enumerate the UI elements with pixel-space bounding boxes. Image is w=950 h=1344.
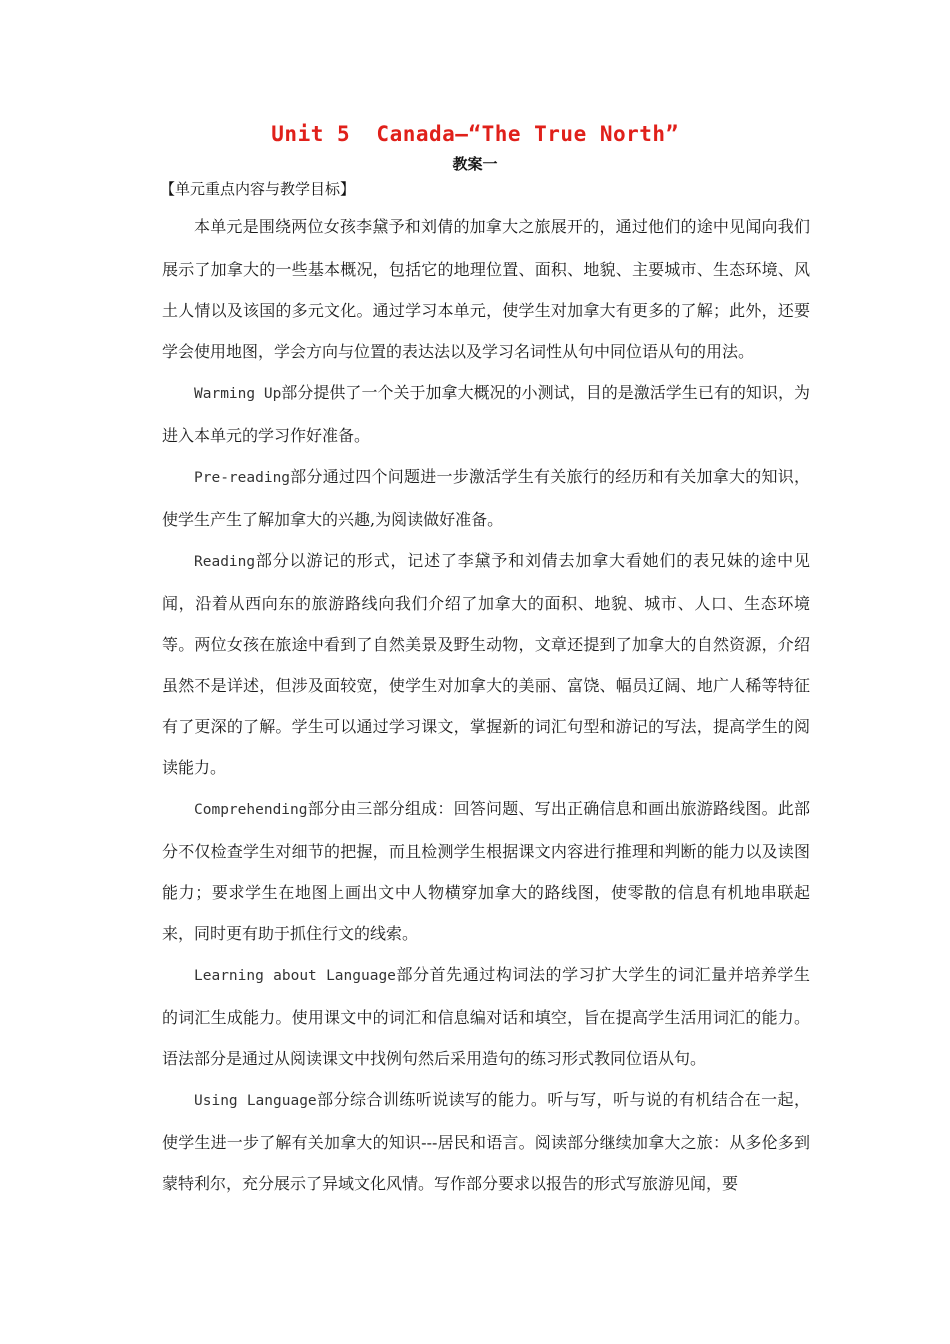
paragraph-lead: Using Language xyxy=(194,1093,317,1109)
section-heading: 【单元重点内容与教学目标】 xyxy=(160,180,356,198)
document-subtitle: 教案一 xyxy=(452,155,498,173)
paragraph-lead: Reading xyxy=(194,554,256,570)
paragraph-text: 部分提供了一个关于加拿大概况的小测试，目的是激活学生已有的知识，为进入本单元的学习作好准备。 xyxy=(162,383,810,445)
paragraph-text: 部分通过四个问题进一步激活学生有关旅行的经历和有关加拿大的知识，使学生产生了解加拿大的兴趣,为阅读做好准备。 xyxy=(162,467,810,529)
paragraph-comprehending xyxy=(162,788,810,954)
paragraph-lead: Learning about Language xyxy=(194,968,396,984)
paragraph-learning-about-language xyxy=(162,954,810,1079)
paragraph-intro xyxy=(162,206,810,372)
paragraph-text: 部分以游记的形式，记述了李黛予和刘倩去加拿大看她们的表兄妹的途中见闻，沿着从西向东的旅游路线向我们介绍了加拿大的面积、地貌、城市、人口、生态环境等。两位女孩在旅途中看到了自然美景及野生动物，文章还提到了加拿大的自然资源，介绍虽然不是详述，但涉及面较宽，使学生对加拿大的美丽、富饶、幅员辽阔、地广人稀等特征有了更深的了解。学生可以通过学习课文，掌握新的词汇句型和游记的写法，提高学生的阅读能力。 xyxy=(162,551,810,777)
paragraph-text: 部分首先通过构词法的学习扩大学生的词汇量并培养学生的词汇生成能力。使用课文中的词汇和信息编对话和填空，旨在提高学生活用词汇的能力。语法部分是通过从阅读课文中找例句然后采用造句的练习形式教同位语从句。 xyxy=(162,965,810,1068)
document-body xyxy=(162,206,810,1204)
paragraph-text: 本单元是围绕两位女孩李黛予和刘倩的加拿大之旅展开的，通过他们的途中见闻向我们展示了加拿大的一些基本概况，包括它的地理位置、面积、地貌、主要城市、生态环境、风土人情以及该国的多元文化。通过学习本单元，使学生对加拿大有更多的了解；此外，还要学会使用地图，学会方向与位置的表达法以及学习名词性从句中同位语从句的用法。 xyxy=(162,217,810,361)
paragraph-text: 部分综合训练听说读写的能力。听与写，听与说的有机结合在一起，使学生进一步了解有关加拿大的知识---居民和语言。阅读部分继续加拿大之旅：从多伦多到蒙特利尔，充分展示了异域文化风情。写作部分要求以报告的形式写旅游见闻，要 xyxy=(162,1090,810,1193)
paragraph-using-language xyxy=(162,1079,810,1204)
paragraph-lead: Warming Up xyxy=(194,386,282,402)
paragraph-reading xyxy=(162,540,810,788)
paragraph-warming-up xyxy=(162,372,810,456)
paragraph-pre-reading xyxy=(162,456,810,540)
document-title: Unit 5 Canada—“The True North” xyxy=(271,122,679,146)
paragraph-text: 部分由三部分组成：回答问题、写出正确信息和画出旅游路线图。此部分不仅检查学生对细节的把握，而且检测学生根据课文内容进行推理和判断的能力以及读图能力；要求学生在地图上画出文中人物横穿加拿大的路线图，使零散的信息有机地串联起来，同时更有助于抓住行文的线索。 xyxy=(162,799,810,943)
paragraph-lead: Pre-reading xyxy=(194,470,291,486)
paragraph-lead: Comprehending xyxy=(194,802,308,818)
